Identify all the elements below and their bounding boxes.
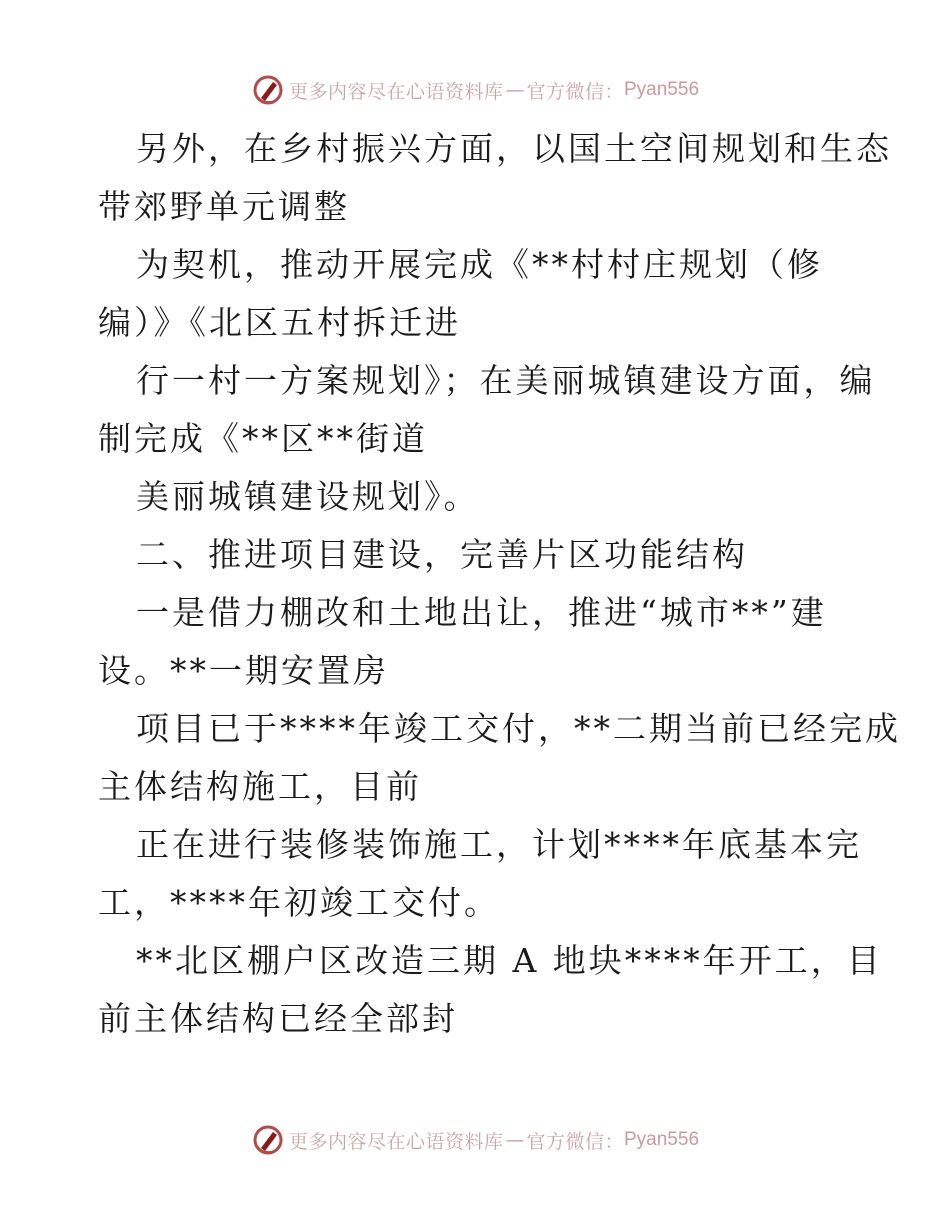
text-line: 编）》《北区五村拆迁进 <box>98 303 461 342</box>
text-line: 制完成《**区**街道 <box>98 419 428 458</box>
text-line: 正在进行装修装饰施工，计划****年底基本完 <box>136 825 862 864</box>
text-line: 为契机，推动开展完成《**村村庄规划（修 <box>136 245 823 284</box>
watermark-text: 更多内容尽在心语资料库 <box>288 1130 504 1153</box>
pen-nib-circle-icon <box>251 1123 285 1157</box>
watermark-separator: — <box>505 79 525 101</box>
text-line: **北区棚户区改造三期 A 地块****年开工，目 <box>136 941 883 980</box>
text-line: 带郊野单元调整 <box>98 187 350 226</box>
text-line: 行一村一方案规划》；在美丽城镇建设方面，编 <box>136 361 876 400</box>
pen-nib-circle-icon <box>251 73 285 107</box>
watermark-footer <box>0 1120 950 1160</box>
watermark-separator: — <box>505 1129 525 1151</box>
text-line: 主体结构施工，目前 <box>98 767 422 806</box>
watermark-handle: Pyan556 <box>624 1129 700 1150</box>
text-line: 设。**一期安置房 <box>98 651 389 690</box>
text-line: 一是借力棚改和土地出让，推进“城市**”建 <box>136 593 827 632</box>
watermark-header <box>0 70 950 110</box>
text-line: 美丽城镇建设规划》。 <box>136 477 480 516</box>
watermark-handle: Pyan556 <box>624 79 700 100</box>
text-line: 工，****年初竣工交付。 <box>98 883 500 922</box>
watermark-official: 官方微信： <box>526 80 624 103</box>
text-line: 项目已于****年竣工交付，**二期当前已经完成 <box>136 709 901 748</box>
watermark-official: 官方微信： <box>526 1130 624 1153</box>
text-line: 前主体结构已经全部封 <box>98 999 458 1038</box>
text-line: 另外，在乡村振兴方面，以国土空间规划和生态 <box>136 129 892 168</box>
section-heading: 二、推进项目建设，完善片区功能结构 <box>136 535 748 574</box>
watermark-text: 更多内容尽在心语资料库 <box>288 80 504 103</box>
